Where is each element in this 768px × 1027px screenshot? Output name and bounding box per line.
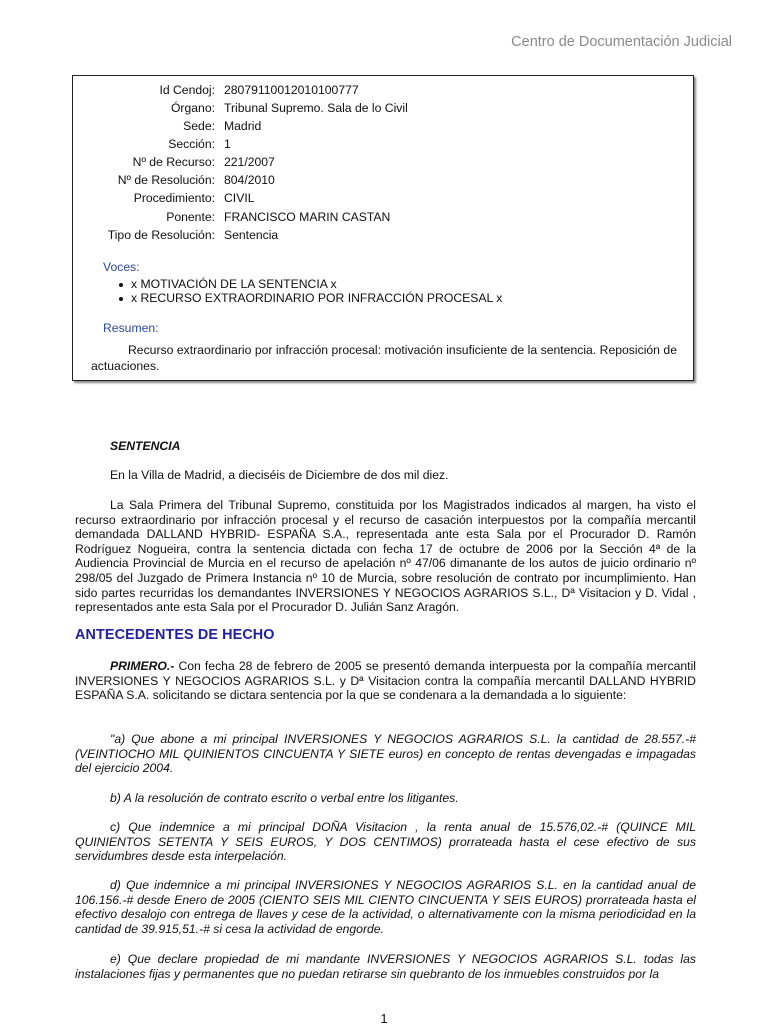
metadata-label: Ponente:: [166, 210, 215, 224]
voces-item: x MOTIVACIÓN DE LA SENTENCIA x: [107, 277, 502, 291]
metadata-row: [73, 155, 693, 173]
voces-title: Voces:: [103, 260, 140, 274]
metadata-value: Sentencia: [224, 228, 279, 242]
metadata-value: FRANCISCO MARIN CASTAN: [224, 210, 391, 224]
page-number: 1: [380, 1011, 388, 1026]
metadata-box: [72, 75, 694, 381]
intro-place-paragraph: En la Villa de Madrid, a dieciséis de Diciembre de dos mil diez.: [110, 468, 449, 482]
claim-item-c: c) Que indemnice a mi principal DOÑA Visitacion , la renta anual de 15.576,02.-# (QUINCE MIL QUINIENTOS SETENTA Y SEIS EUROS, Y DOS CENTIMOS) prorrateada hasta el cese efectivo de sus servidumbres desde esta interpelación.: [75, 820, 696, 864]
metadata-label: Nº de Resolución:: [117, 173, 215, 187]
sentencia-title: [75, 439, 696, 454]
metadata-value: 804/2010: [224, 173, 275, 187]
primero-label: PRIMERO.-: [110, 659, 175, 673]
resumen-text: Recurso extraordinario por infracción procesal: motivación insuficiente de la sentencia. Reposición de actuaciones.: [91, 343, 677, 373]
intro-sala-paragraph: La Sala Primera del Tribunal Supremo, constituida por los Magistrados indicados al margen, ha visto el recurso extraordinario por infracción procesal y el recurso de casación interpuestos por la compañía mercantil demandada DALLAND HYBRID- ESPAÑA S.A., representada ante esta Sala por el Procurador D. Ramón Rodríguez Nogueira, contra la sentencia dictada con fecha 17 de octubre de 2006 por la Sección 4ª de la Audiencia Provincial de Murcia en el recurso de apelación nº 47/06 dimanante de los autos de juicio ordinario nº 298/05 del Juzgado de Primera Instancia nº 10 de Murcia, sobre resolución de contrato por incumplimiento. Han sido partes recurridas los demandantes INVERSIONES Y NEGOCIOS AGRARIOS S.L., Dª Visitacion y D. Vidal , representados ante esta Sala por el Procurador D. Julián Sanz Aragón.: [75, 498, 696, 615]
metadata-label: Nº de Recurso:: [132, 155, 215, 169]
claim-item-d: d) Que indemnice a mi principal INVERSIONES Y NEGOCIOS AGRARIOS S.L. en la cantidad anual de 106.156.-# desde Enero de 2005 (CIENTO SEIS MIL CIENTO CINCUENTA Y SEIS EUROS) prorrateada hasta el efectivo desalojo con entrega de llaves y cese de la actividad, o alternativamente con la misma periodicidad en la cantidad de 39.915,51.-# si cesa la actividad de engorde.: [75, 878, 696, 936]
metadata-row: [73, 119, 693, 137]
metadata-label: Id Cendoj:: [159, 83, 215, 97]
metadata-row: [73, 137, 693, 155]
metadata-label: Sección:: [168, 137, 215, 151]
metadata-label: Sede:: [183, 119, 215, 133]
metadata-value: Madrid: [224, 119, 262, 133]
metadata-value: 1: [224, 137, 231, 151]
metadata-row: [73, 173, 693, 191]
metadata-value: 221/2007: [224, 155, 275, 169]
claim-item-e: e) Que declare propiedad de mi mandante INVERSIONES Y NEGOCIOS AGRARIOS S.L. todas las instalaciones fijas y permanentes que no puedan retirarse sin quebranto de los inmuebles construidos por la: [75, 952, 696, 981]
metadata-label: Tipo de Resolución:: [107, 228, 215, 242]
primero-paragraph: [75, 659, 696, 703]
metadata-value: Tribunal Supremo. Sala de lo Civil: [224, 101, 408, 115]
metadata-row: [73, 191, 693, 209]
metadata-row: [73, 101, 693, 119]
claim-item-a: "a) Que abone a mi principal INVERSIONES Y NEGOCIOS AGRARIOS S.L. la cantidad de 28.557.-# (VEINTIOCHO MIL QUINIENTOS CINCUENTA Y SIETE euros) en concepto de rentas devengadas e impagadas del ejercicio 2004.: [75, 732, 696, 776]
resumen-title: Resumen:: [103, 321, 159, 335]
metadata-label: Procedimiento:: [133, 191, 215, 205]
claim-item-b: b) A la resolución de contrato escrito o verbal entre los litigantes.: [110, 791, 459, 805]
voces-list: [107, 277, 502, 305]
primero-text: Con fecha 28 de febrero de 2005 se presentó demanda interpuesta por la compañía mercantil INVERSIONES Y NEGOCIOS AGRARIOS S.L. y Dª Visitacion contra la compañía mercantil DALLAND HYBRID ESPAÑA S.A. solicitando se dictara sentencia por la que se condenara a la demandada a lo siguiente:: [75, 659, 696, 703]
document-source-header: Centro de Documentación Judicial: [511, 34, 732, 50]
metadata-row: [73, 228, 693, 246]
sentencia-title-text: SENTENCIA: [110, 439, 181, 453]
metadata-value: 28079110012010100777: [224, 83, 359, 97]
antecedentes-heading: ANTECEDENTES DE HECHO: [75, 627, 275, 643]
voces-item: x RECURSO EXTRAORDINARIO POR INFRACCIÓN PROCESAL x: [107, 291, 502, 305]
metadata-row: [73, 83, 693, 101]
metadata-row: [73, 210, 693, 228]
metadata-label: Órgano:: [170, 101, 215, 115]
metadata-value: CIVIL: [224, 191, 255, 205]
